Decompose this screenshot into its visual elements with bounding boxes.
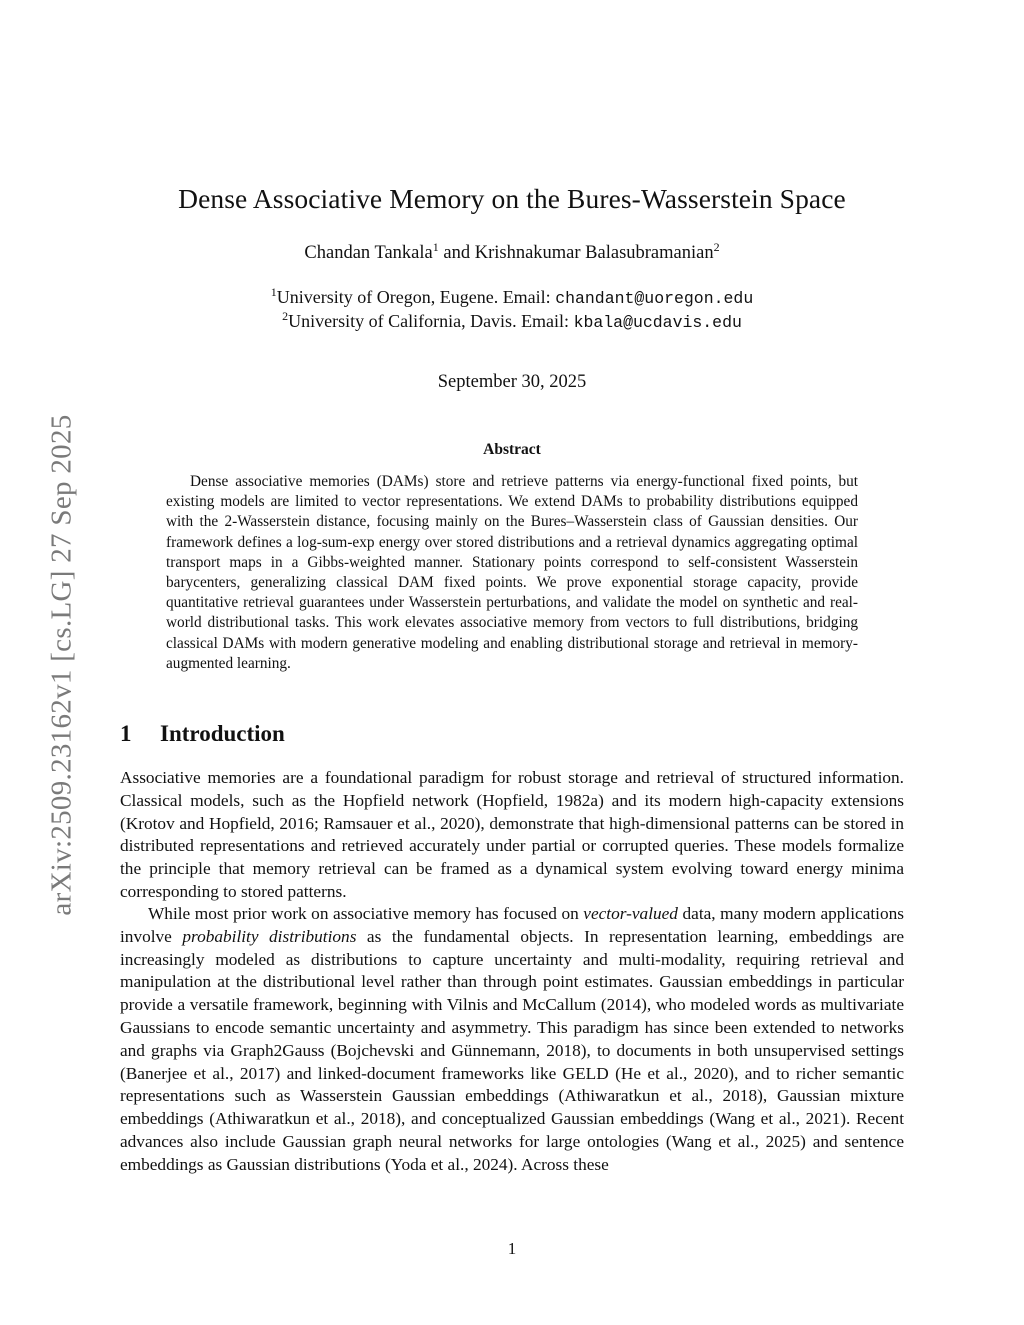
emphasis-text: probability distributions	[182, 926, 357, 946]
paragraph	[120, 903, 904, 1177]
arxiv-identifier: arXiv:2509.23162v1 [cs.LG] 27 Sep 2025	[45, 414, 78, 916]
author-conjunction: and	[438, 243, 475, 263]
affiliation-mark: 1	[270, 285, 277, 299]
section-heading	[120, 721, 285, 747]
affiliation-text: University of Oregon, Eugene. Email:	[276, 287, 556, 307]
paper-title: Dense Associative Memory on the Bures-Wasserstein Space	[178, 183, 846, 214]
publication-date: September 30, 2025	[437, 372, 587, 392]
affiliation-mark: 2	[282, 309, 289, 323]
email-link[interactable]: chandant@uoregon.edu	[555, 289, 754, 308]
affiliation-line	[0, 311, 1024, 332]
paragraph-text: While most prior work on associative memory has focused on	[148, 904, 584, 923]
paragraph-text: data, many modern applications involve	[120, 904, 904, 946]
author-name: Krishnakumar Balasubramanian	[474, 243, 714, 263]
paragraph: Associative memories are a foundational paradigm for robust storage and retrieval of structured information. Classical models, such as the Hopfield network (Hopfield, 1982a) and its modern high-capacity extensions (Krotov and Hopfield, 2016; Ramsauer et al., 2020), demonstrate that high-dimensional patterns can be stored in distributed representations and retrieved accurately under partial or corrupted queries. These models formalize the principle that memory retrieval can be framed as a dynamical system evolving toward energy minima corresponding to stored patterns.	[120, 768, 904, 901]
section-number: 1	[120, 721, 132, 746]
page-number: 1	[507, 1239, 517, 1258]
abstract-heading: Abstract	[483, 441, 541, 458]
section-title: Introduction	[160, 721, 285, 746]
email-link[interactable]: kbala@ucdavis.edu	[573, 313, 742, 332]
paragraph-text: as the fundamental objects. In representation learning, embeddings are increasingly modeled as distributions to capture uncertainty and multi-modality, requiring retrieval and manipulation at the distributional level rather than through point estimates. Gaussian embeddings in particular provide a versatile framework, beginning with Vilnis and McCallum (2014), who modeled words as multivariate Gaussians to encode semantic uncertainty and asymmetry. This paradigm has since been extended to networks and graphs via Graph2Gauss (Bojchevski and Günnemann, 2018), to documents in both unsupervised settings (Banerjee et al., 2017) and linked-document frameworks like GELD (He et al., 2020), and to richer semantic representations such as Wasserstein Gaussian embeddings (Athiwaratkun et al., 2018), Gaussian mixture embeddings (Athiwaratkun et al., 2018), and conceptualized Gaussian embeddings (Wang et al., 2021). Recent advances also include Gaussian graph neural networks for large ontologies (Wang et al., 2025) and sentence embeddings as Gaussian distributions (Yoda et al., 2024). Across these	[120, 926, 905, 1174]
affiliation-mark: 2	[713, 240, 720, 254]
emphasis-text: vector-valued	[583, 904, 678, 923]
affiliation-text: University of California, Davis. Email:	[288, 311, 574, 331]
affiliation-line	[0, 287, 1024, 308]
author-line	[0, 240, 1024, 264]
author-name: Chandan Tankala	[304, 243, 433, 263]
affiliation-mark: 1	[432, 240, 439, 254]
abstract-body: Dense associative memories (DAMs) store and retrieve patterns via energy-functional fixed points, but existing models are limited to vector representations. We extend DAMs to probability distributions equipped with the 2-Wasserstein distance, focusing mainly on the Bures–Wasserstein class of Gaussian densities. Our framework defines a log-sum-exp energy over stored distributions and a retrieval dynamics aggregating optimal transport maps in a Gibbs-weighted manner. Stationary points correspond to self-consistent Wasserstein barycenters, generalizing classical DAM fixed points. We prove exponential storage capacity, provide quantitative retrieval guarantees under Wasserstein perturbations, and validate the model on synthetic and real-world distributional tasks. This work elevates associative memory from vectors to full distributions, bridging classical DAMs with modern generative modeling and enabling distributional storage and retrieval in memory-augmented learning.	[166, 473, 858, 672]
